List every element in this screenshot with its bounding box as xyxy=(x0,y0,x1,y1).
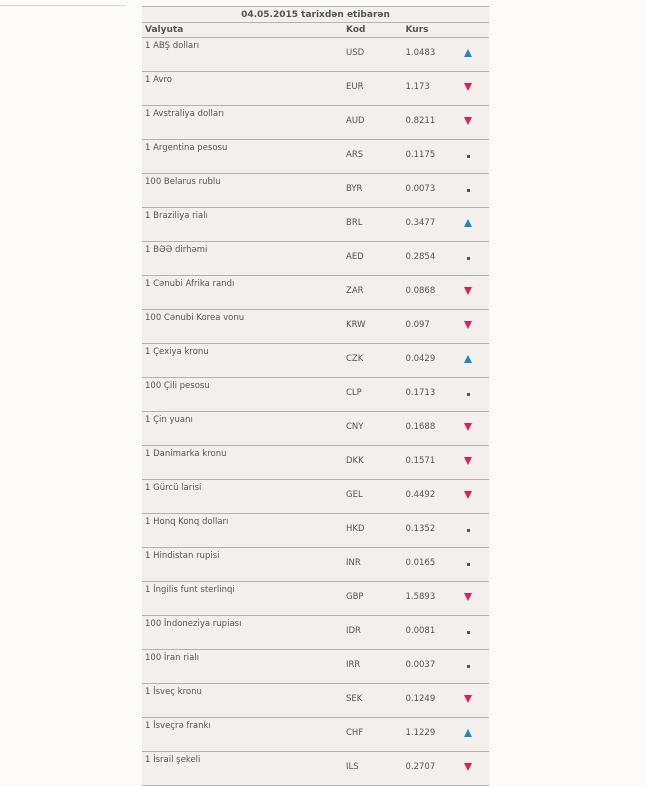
currency-rate: 0.097 xyxy=(405,310,457,344)
currency-code: BYR xyxy=(346,174,405,208)
currency-code: IRR xyxy=(346,650,405,684)
currency-name: 1 Çin yuanı xyxy=(142,412,346,446)
arrow-up-icon xyxy=(464,729,472,737)
currency-code: CLP xyxy=(346,378,405,412)
trend-cell xyxy=(457,38,489,72)
table-row xyxy=(142,412,489,446)
trend-cell xyxy=(457,548,489,582)
trend-cell xyxy=(457,242,489,276)
trend-cell xyxy=(457,276,489,310)
table-row xyxy=(142,106,489,140)
trend-cell xyxy=(457,310,489,344)
trend-cell xyxy=(457,446,489,480)
currency-code: CHF xyxy=(346,718,405,752)
currency-name: 1 Çexiya kronu xyxy=(142,344,346,378)
currency-name: 1 Honq Konq dolları xyxy=(142,514,346,548)
currency-rate: 0.8211 xyxy=(405,106,457,140)
trend-cell xyxy=(457,412,489,446)
no-change-icon xyxy=(467,155,470,158)
table-row xyxy=(142,140,489,174)
currency-code: CNY xyxy=(346,412,405,446)
table-row xyxy=(142,344,489,378)
currency-rate: 0.0429 xyxy=(405,344,457,378)
no-change-icon xyxy=(467,189,470,192)
table-row xyxy=(142,310,489,344)
currency-name: 100 Belarus rublu xyxy=(142,174,346,208)
currency-code: ZAR xyxy=(346,276,405,310)
no-change-icon xyxy=(467,631,470,634)
currency-name: 100 Çili pesosu xyxy=(142,378,346,412)
table-row xyxy=(142,480,489,514)
currency-rate: 0.1249 xyxy=(405,684,457,718)
table-row xyxy=(142,38,489,72)
currency-rate: 1.5893 xyxy=(405,582,457,616)
trend-cell xyxy=(457,72,489,106)
currency-rate: 0.0081 xyxy=(405,616,457,650)
trend-cell xyxy=(457,378,489,412)
currency-code: GEL xyxy=(346,480,405,514)
currency-name: 1 İsveçrə frankı xyxy=(142,718,346,752)
currency-code: AUD xyxy=(346,106,405,140)
currency-name: 1 ABŞ dolları xyxy=(142,38,346,72)
table-row xyxy=(142,752,489,786)
trend-cell xyxy=(457,582,489,616)
currency-name: 1 Avro xyxy=(142,72,346,106)
arrow-down-icon xyxy=(464,83,472,91)
currency-name: 100 Cənubi Korea vonu xyxy=(142,310,346,344)
currency-rate: 0.4492 xyxy=(405,480,457,514)
currency-rate: 0.1352 xyxy=(405,514,457,548)
table-row xyxy=(142,446,489,480)
currency-rate: 0.0868 xyxy=(405,276,457,310)
trend-cell xyxy=(457,514,489,548)
table-row xyxy=(142,242,489,276)
currency-name: 1 İsrail şekeli xyxy=(142,752,346,786)
arrow-up-icon xyxy=(464,219,472,227)
currency-code: SEK xyxy=(346,684,405,718)
no-change-icon xyxy=(467,665,470,668)
currency-rate: 0.1688 xyxy=(405,412,457,446)
currency-code: ILS xyxy=(346,752,405,786)
trend-cell xyxy=(457,480,489,514)
header-rate: Kurs xyxy=(405,23,457,38)
currency-code: DKK xyxy=(346,446,405,480)
trend-cell xyxy=(457,650,489,684)
table-row xyxy=(142,616,489,650)
arrow-down-icon xyxy=(464,321,472,329)
trend-cell xyxy=(457,684,489,718)
arrow-down-icon xyxy=(464,287,472,295)
currency-code: HKD xyxy=(346,514,405,548)
table-row xyxy=(142,582,489,616)
currency-code: KRW xyxy=(346,310,405,344)
table-row xyxy=(142,208,489,242)
trend-cell xyxy=(457,208,489,242)
trend-cell xyxy=(457,106,489,140)
trend-cell xyxy=(457,752,489,786)
currency-rate: 0.0073 xyxy=(405,174,457,208)
currency-code: INR xyxy=(346,548,405,582)
arrow-down-icon xyxy=(464,593,472,601)
no-change-icon xyxy=(467,529,470,532)
currency-code: ARS xyxy=(346,140,405,174)
currency-rate: 0.2854 xyxy=(405,242,457,276)
table-title-row xyxy=(142,7,489,23)
table-row xyxy=(142,684,489,718)
table-row xyxy=(142,276,489,310)
currency-rate: 0.2707 xyxy=(405,752,457,786)
table-title: 04.05.2015 tarixdən etibarən xyxy=(142,7,489,23)
arrow-down-icon xyxy=(464,457,472,465)
arrow-down-icon xyxy=(464,117,472,125)
currency-rate: 1.173 xyxy=(405,72,457,106)
arrow-up-icon xyxy=(464,49,472,57)
arrow-down-icon xyxy=(464,763,472,771)
arrow-down-icon xyxy=(464,423,472,431)
arrow-down-icon xyxy=(464,695,472,703)
currency-code: CZK xyxy=(346,344,405,378)
currency-code: AED xyxy=(346,242,405,276)
trend-cell xyxy=(457,616,489,650)
table-row xyxy=(142,650,489,684)
no-change-icon xyxy=(467,257,470,260)
trend-cell xyxy=(457,344,489,378)
table-row xyxy=(142,718,489,752)
arrow-down-icon xyxy=(464,491,472,499)
table-row xyxy=(142,514,489,548)
trend-cell xyxy=(457,140,489,174)
currency-name: 1 Avstraliya dolları xyxy=(142,106,346,140)
currency-name: 1 BƏƏ dirhəmi xyxy=(142,242,346,276)
currency-name: 1 İngilis funt sterlinqi xyxy=(142,582,346,616)
currency-code: GBP xyxy=(346,582,405,616)
currency-rate: 1.0483 xyxy=(405,38,457,72)
table-row xyxy=(142,174,489,208)
no-change-icon xyxy=(467,393,470,396)
trend-cell xyxy=(457,718,489,752)
currency-code: EUR xyxy=(346,72,405,106)
currency-name: 1 Danimarka kronu xyxy=(142,446,346,480)
header-code: Kod xyxy=(346,23,405,38)
table-header-row xyxy=(142,23,489,38)
currency-name: 1 Braziliya rialı xyxy=(142,208,346,242)
table-row xyxy=(142,548,489,582)
header-trend xyxy=(457,23,489,38)
header-currency: Valyuta xyxy=(142,23,346,38)
currency-name: 1 İsveç kronu xyxy=(142,684,346,718)
currency-rate: 0.1713 xyxy=(405,378,457,412)
currency-name: 100 İran rialı xyxy=(142,650,346,684)
exchange-rates-table xyxy=(142,6,489,786)
currency-name: 1 Gürcü larisi xyxy=(142,480,346,514)
currency-rate: 0.1175 xyxy=(405,140,457,174)
no-change-icon xyxy=(467,563,470,566)
currency-code: USD xyxy=(346,38,405,72)
currency-code: IDR xyxy=(346,616,405,650)
currency-rate: 0.3477 xyxy=(405,208,457,242)
currency-rate: 1.1229 xyxy=(405,718,457,752)
currency-rate: 0.1571 xyxy=(405,446,457,480)
currency-name: 1 Argentina pesosu xyxy=(142,140,346,174)
trend-cell xyxy=(457,174,489,208)
currency-rate: 0.0165 xyxy=(405,548,457,582)
divider-line xyxy=(0,5,126,6)
currency-name: 1 Cənubi Afrika randı xyxy=(142,276,346,310)
arrow-up-icon xyxy=(464,355,472,363)
currency-name: 100 İndoneziya rupiası xyxy=(142,616,346,650)
currency-name: 1 Hindistan rupisi xyxy=(142,548,346,582)
currency-rate: 0.0037 xyxy=(405,650,457,684)
currency-code: BRL xyxy=(346,208,405,242)
table-row xyxy=(142,378,489,412)
table-row xyxy=(142,72,489,106)
